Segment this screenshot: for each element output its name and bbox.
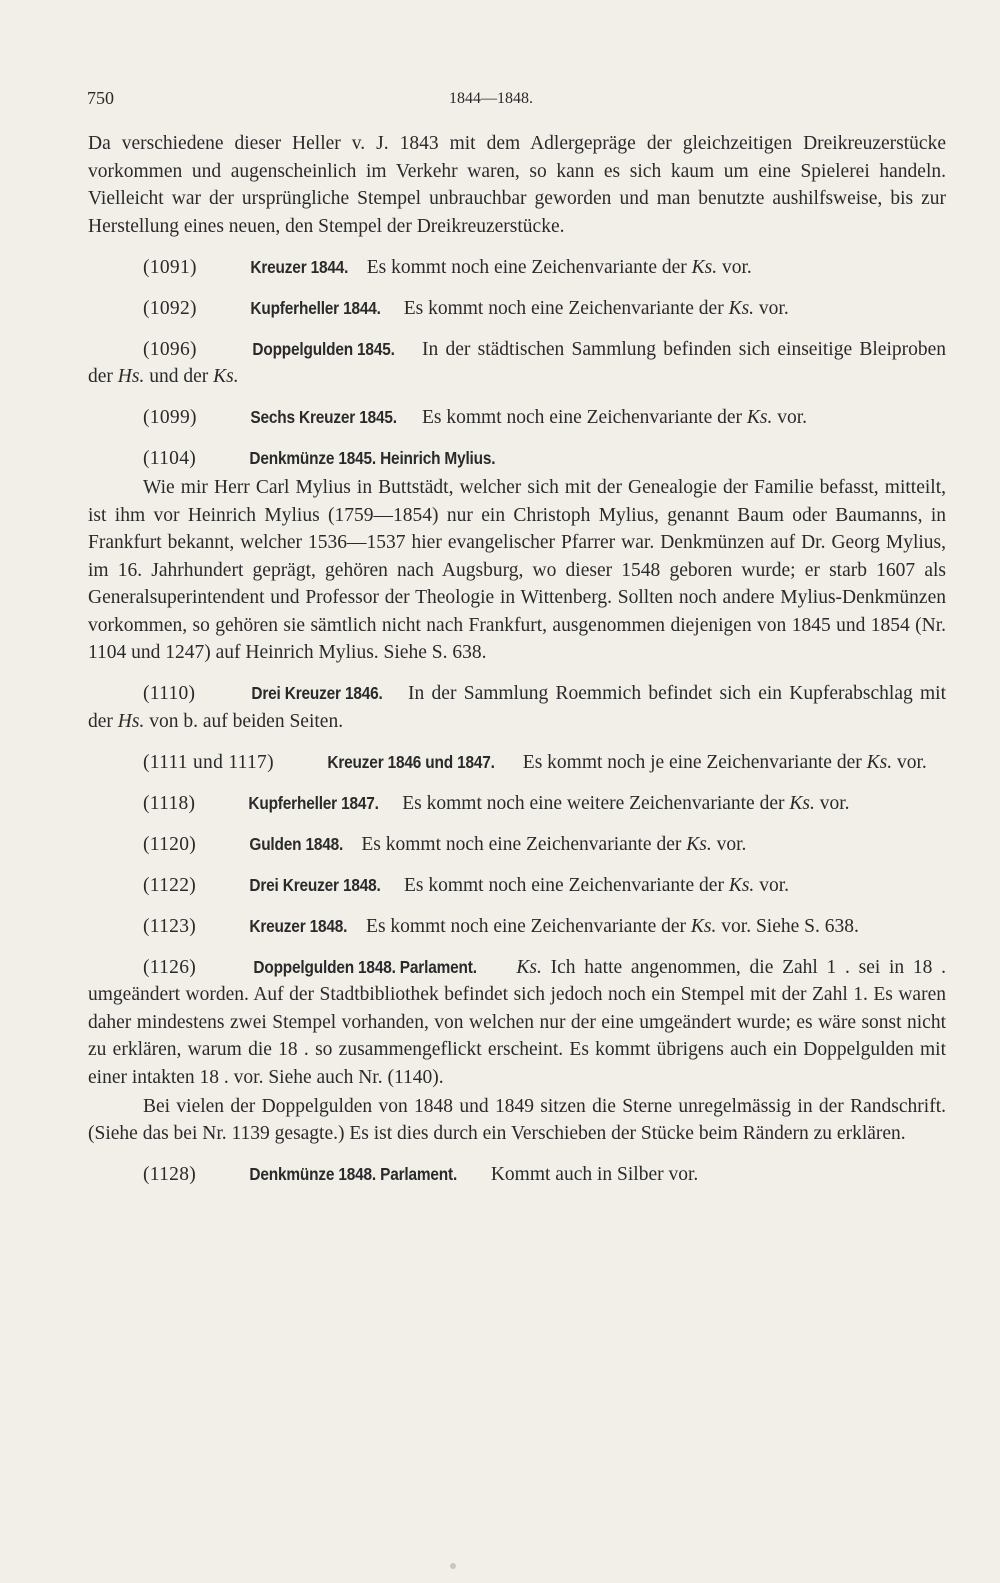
entry-1122: (1122) Drei Kreuzer 1848. Es kommt noch eine Zeichenvariante der Ks. vor. xyxy=(88,872,946,900)
entry-title: Gulden 1848. xyxy=(249,833,344,854)
entry-title: Kreuzer 1848. xyxy=(249,915,348,936)
page-body xyxy=(88,130,946,1202)
entry-1123: (1123) Kreuzer 1848. Es kommt noch eine Zeichenvariante der Ks. vor. Siehe S. 638. xyxy=(88,913,946,941)
page-header xyxy=(87,88,945,114)
entry-title: Sechs Kreuzer 1845. xyxy=(250,407,397,427)
entry-1104: (1104) Denkmünze 1845. Heinrich Mylius. xyxy=(88,445,946,473)
entry-title: Kreuzer 1846 und 1847. xyxy=(327,751,495,772)
entry-title: Drei Kreuzer 1848. xyxy=(249,874,381,895)
entry-title: Denkmünze 1845. Heinrich Mylius. xyxy=(249,448,496,468)
entry-title: Kupferheller 1847. xyxy=(248,792,379,813)
entry-1099: (1099) Sechs Kreuzer 1845. Es kommt noch eine Zeichenvariante der Ks. vor. xyxy=(88,404,946,432)
mylius-paragraph: Wie mir Herr Carl Mylius in Buttstädt, welcher sich mit der Genealogie der Familie befasst, mitteilt, ist ihm vor Heinrich Mylius (1759—1854) nur ein Christoph Mylius, genannt Baum oder Baumanns, in Frankfurt bekannt, welcher 1536—1537 hier evangelischer Pfarrer war. Denkmünzen auf Dr. Georg Mylius, im 16. Jahrhundert geprägt, gehören nach Augsburg, wo dieser 1548 geboren wurde; er starb 1607 als Generalsuperintendent und Professor der Theologie in Wittenberg. Sollten noch andere Mylius-Denkmünzen vorkommen, so gehören sie sämtlich nicht nach Frankfurt, ausgenommen diejenigen von 1845 und 1854 (Nr. 1104 und 1247) auf Heinrich Mylius. Siehe S. 638. xyxy=(88,477,946,663)
entry-title: Kupferheller 1844. xyxy=(250,297,381,318)
entry-1096: (1096) Doppelgulden 1845. In der städtischen Sammlung befinden sich einseitige Bleiproben der Hs. und der Ks. xyxy=(88,336,946,391)
entry-1118: (1118) Kupferheller 1847. Es kommt noch eine weitere Zeichenvariante der Ks. vor. xyxy=(88,790,946,818)
entry-1120: (1120) Gulden 1848. Es kommt noch eine Zeichenvariante der Ks. vor. xyxy=(88,831,946,859)
entry-1126: (1126) Doppelgulden 1848. Parlament. Ks. Ich hatte angenommen, die Zahl 1 . sei in 18 . umgeändert worden. Auf der Stadtbibliothek befindet sich jedoch noch ein Stempel mit der Zahl 1. Es waren daher mindestens zwei Stempel vorhanden, von welchen nur der eine umgeändert wurde; es wäre sonst nicht zu erklären, warum die 18 . so zusammengeflickt erscheint. Es kommt übrigens auch ein Doppelgulden mit einer intakten 18 . vor. Siehe auch Nr. (1140). xyxy=(88,954,946,1092)
entry-title: Kreuzer 1844. xyxy=(250,256,348,277)
entry-title: Denkmünze 1848. Parlament. xyxy=(249,1164,458,1184)
entry-1092: (1092) Kupferheller 1844. Es kommt noch eine Zeichenvariante der Ks. vor. xyxy=(88,295,946,323)
paper-speck xyxy=(450,1563,456,1569)
entry-1128: (1128) Denkmünze 1848. Parlament. Kommt auch in Silber vor. xyxy=(88,1161,946,1189)
entry-title: Doppelgulden 1845. xyxy=(252,338,395,359)
entry-1091: (1091) Kreuzer 1844. Es kommt noch eine Zeichenvariante der Ks. vor. xyxy=(88,254,946,282)
entry-1111-1117: (1111 und 1117) Kreuzer 1846 und 1847. Es kommt noch je eine Zeichenvariante der Ks. vor. xyxy=(88,749,946,777)
entry-1110: (1110) Drei Kreuzer 1846. In der Sammlung Roemmich befindet sich ein Kupferabschlag mit der Hs. von b. auf beiden Seiten. xyxy=(88,680,946,735)
running-head: 1844—1848. xyxy=(449,90,533,107)
entry-title: Doppelgulden 1848. Parlament. xyxy=(253,956,477,977)
intro-paragraph: Da verschiedene dieser Heller v. J. 1843 mit dem Adlergepräge der gleichzeitigen Dreikreuzerstücke vorkommen und augenscheinlich im Verkehr waren, so kann es sich kaum um eine Spielerei handeln. Vielleicht war der ursprüngliche Stempel unbrauchbar geworden und man benutzte aushilfsweise, bis zur Herstellung eines neuen, den Stempel der Dreikreuzerstücke. xyxy=(88,133,946,237)
doppelgulden-paragraph: Bei vielen der Doppelgulden von 1848 und 1849 sitzen die Sterne unregelmässig in der Randschrift. (Siehe das bei Nr. 1139 gesagte.) Es ist dies durch ein Verschieben der Stücke beim Rändern zu erklären. xyxy=(88,1095,946,1144)
entry-title: Drei Kreuzer 1846. xyxy=(251,683,383,703)
page-number: 750 xyxy=(87,88,114,108)
